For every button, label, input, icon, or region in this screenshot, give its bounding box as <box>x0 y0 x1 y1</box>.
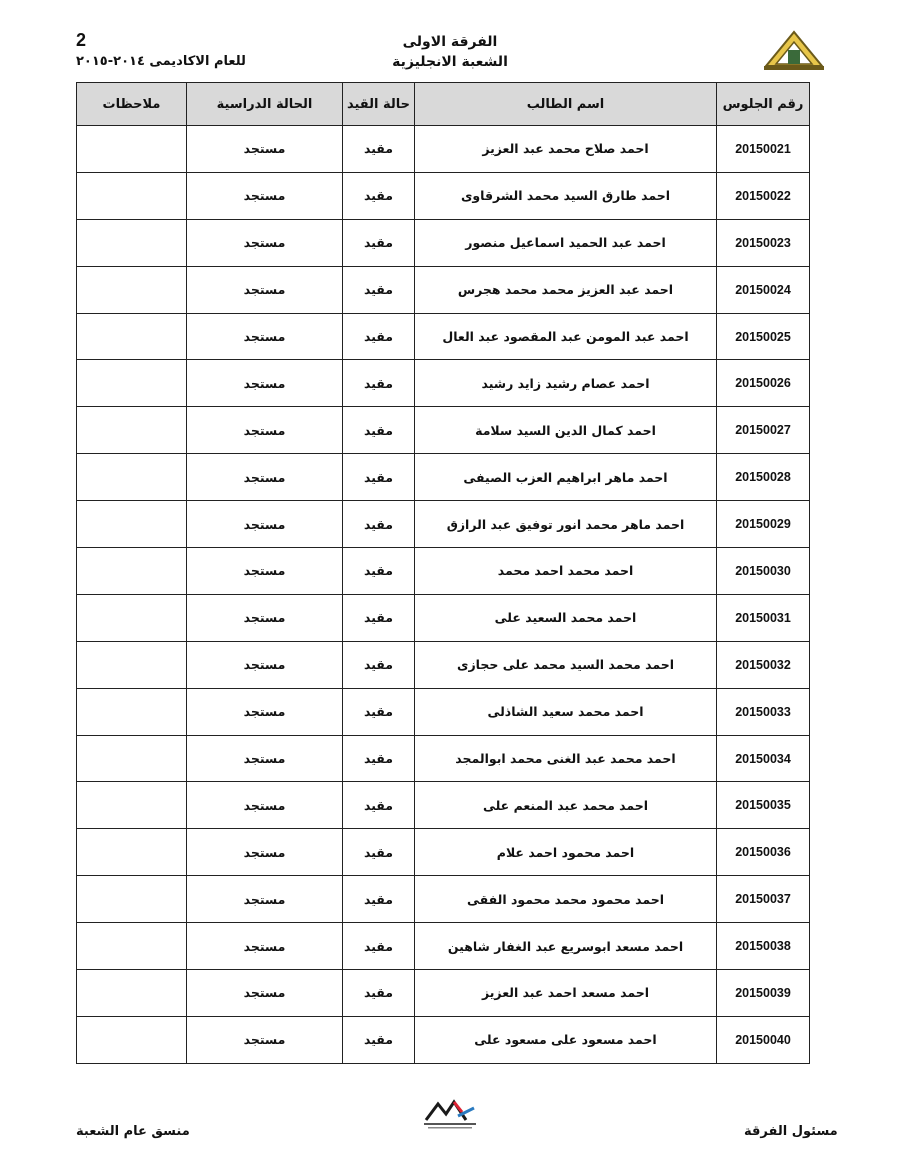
table-row <box>77 501 810 548</box>
student-name-cell: احمد طارق السيد محمد الشرقاوى <box>415 172 717 219</box>
table-row <box>77 313 810 360</box>
seat-number-cell: 20150033 <box>717 688 810 735</box>
document-heading <box>350 32 550 72</box>
student-name-cell: احمد مسعد احمد عبد العزيز <box>415 970 717 1017</box>
table-header-row <box>77 83 810 126</box>
level-title: الفرقة الاولى <box>402 34 498 50</box>
study-status-cell: مستجد <box>187 219 343 266</box>
student-name-cell: احمد صلاح محمد عبد العزيز <box>415 126 717 173</box>
seat-number-cell: 20150027 <box>717 407 810 454</box>
study-status-cell: مستجد <box>187 735 343 782</box>
study-status-cell: مستجد <box>187 548 343 595</box>
student-name-cell: احمد مسعود على مسعود على <box>415 1016 717 1063</box>
seat-number-cell: 20150037 <box>717 876 810 923</box>
notes-cell <box>77 454 187 501</box>
seat-number-cell: 20150034 <box>717 735 810 782</box>
student-name-cell: احمد محمد احمد محمد <box>415 548 717 595</box>
seat-number-cell: 20150023 <box>717 219 810 266</box>
notes-cell <box>77 313 187 360</box>
page-number: 2 <box>76 30 87 50</box>
table-row <box>77 126 810 173</box>
academic-year: للعام الاكاديمى ٢٠١٤-٢٠١٥ <box>76 54 246 69</box>
notes-cell <box>77 501 187 548</box>
student-name-cell: احمد محمد سعيد الشاذلى <box>415 688 717 735</box>
study-status-cell: مستجد <box>187 313 343 360</box>
table-row <box>77 1016 810 1063</box>
notes-cell <box>77 219 187 266</box>
enrollment-status-cell: مقيد <box>343 688 415 735</box>
seat-number-cell: 20150024 <box>717 266 810 313</box>
enrollment-status-cell: مقيد <box>343 782 415 829</box>
student-name-cell: احمد محمد عبد المنعم على <box>415 782 717 829</box>
notes-cell <box>77 641 187 688</box>
university-emblem-icon <box>762 28 826 72</box>
table-row <box>77 641 810 688</box>
notes-cell <box>77 360 187 407</box>
notes-cell <box>77 548 187 595</box>
enrollment-status-cell: مقيد <box>343 1016 415 1063</box>
table-row <box>77 594 810 641</box>
enrollment-status-cell: مقيد <box>343 501 415 548</box>
enrollment-status-cell: مقيد <box>343 970 415 1017</box>
enrollment-status-cell: مقيد <box>343 219 415 266</box>
class-officer-signature-label: مسئول الفرقة <box>744 1124 838 1139</box>
enrollment-status-cell: مقيد <box>343 548 415 595</box>
notes-cell <box>77 1016 187 1063</box>
study-status-cell: مستجد <box>187 923 343 970</box>
enrollment-status-cell: مقيد <box>343 876 415 923</box>
study-status-cell: مستجد <box>187 829 343 876</box>
seat-number-cell: 20150021 <box>717 126 810 173</box>
notes-cell <box>77 735 187 782</box>
study-status-cell: مستجد <box>187 172 343 219</box>
seat-number-cell: 20150032 <box>717 641 810 688</box>
study-status-cell: مستجد <box>187 782 343 829</box>
seat-number-cell: 20150035 <box>717 782 810 829</box>
student-name-cell: احمد عبد الحميد اسماعيل منصور <box>415 219 717 266</box>
column-header-notes: ملاحظات <box>77 83 187 126</box>
enrollment-status-cell: مقيد <box>343 641 415 688</box>
seat-number-cell: 20150030 <box>717 548 810 595</box>
column-header-enrollment-status: حالة القيد <box>343 83 415 126</box>
seat-number-cell: 20150029 <box>717 501 810 548</box>
student-name-cell: احمد محمود محمد محمود الفقى <box>415 876 717 923</box>
department-title: الشعبة الانجليزية <box>392 54 508 70</box>
table-row <box>77 548 810 595</box>
notes-cell <box>77 688 187 735</box>
table-row <box>77 172 810 219</box>
student-name-cell: احمد عصام رشيد زايد رشيد <box>415 360 717 407</box>
study-status-cell: مستجد <box>187 266 343 313</box>
study-status-cell: مستجد <box>187 641 343 688</box>
table-row <box>77 829 810 876</box>
table-row <box>77 782 810 829</box>
column-header-student-name: اسم الطالب <box>415 83 717 126</box>
enrollment-status-cell: مقيد <box>343 172 415 219</box>
table-row <box>77 266 810 313</box>
student-name-cell: احمد محمد السيد محمد على حجازى <box>415 641 717 688</box>
notes-cell <box>77 266 187 313</box>
enrollment-status-cell: مقيد <box>343 829 415 876</box>
enrollment-status-cell: مقيد <box>343 407 415 454</box>
enrollment-status-cell: مقيد <box>343 594 415 641</box>
faculty-logo-icon <box>418 1094 482 1132</box>
table-row <box>77 876 810 923</box>
student-name-cell: احمد عبد العزيز محمد محمد هجرس <box>415 266 717 313</box>
table-row <box>77 970 810 1017</box>
seat-number-cell: 20150022 <box>717 172 810 219</box>
seat-number-cell: 20150026 <box>717 360 810 407</box>
enrollment-status-cell: مقيد <box>343 454 415 501</box>
seat-number-cell: 20150040 <box>717 1016 810 1063</box>
notes-cell <box>77 126 187 173</box>
seat-number-cell: 20150031 <box>717 594 810 641</box>
notes-cell <box>77 876 187 923</box>
enrollment-status-cell: مقيد <box>343 126 415 173</box>
seat-number-cell: 20150039 <box>717 970 810 1017</box>
seat-number-cell: 20150036 <box>717 829 810 876</box>
notes-cell <box>77 782 187 829</box>
notes-cell <box>77 172 187 219</box>
student-name-cell: احمد ماهر ابراهيم العزب الصيفى <box>415 454 717 501</box>
column-header-study-status: الحالة الدراسية <box>187 83 343 126</box>
study-status-cell: مستجد <box>187 126 343 173</box>
student-name-cell: احمد محمود احمد علام <box>415 829 717 876</box>
enrollment-status-cell: مقيد <box>343 923 415 970</box>
student-name-cell: احمد مسعد ابوسريع عبد الغفار شاهين <box>415 923 717 970</box>
study-status-cell: مستجد <box>187 407 343 454</box>
enrollment-status-cell: مقيد <box>343 735 415 782</box>
notes-cell <box>77 970 187 1017</box>
enrollment-status-cell: مقيد <box>343 313 415 360</box>
table-row <box>77 454 810 501</box>
study-status-cell: مستجد <box>187 970 343 1017</box>
student-name-cell: احمد ماهر محمد انور توفيق عبد الرازق <box>415 501 717 548</box>
seat-number-cell: 20150028 <box>717 454 810 501</box>
table-row <box>77 735 810 782</box>
table-row <box>77 219 810 266</box>
study-status-cell: مستجد <box>187 876 343 923</box>
study-status-cell: مستجد <box>187 1016 343 1063</box>
student-name-cell: احمد كمال الدين السيد سلامة <box>415 407 717 454</box>
table-row <box>77 407 810 454</box>
coordinator-signature-label: منسق عام الشعبة <box>76 1124 190 1139</box>
table-row <box>77 923 810 970</box>
enrollment-status-cell: مقيد <box>343 266 415 313</box>
student-name-cell: احمد محمد عبد الغنى محمد ابوالمجد <box>415 735 717 782</box>
notes-cell <box>77 923 187 970</box>
table-row <box>77 688 810 735</box>
notes-cell <box>77 407 187 454</box>
seat-number-cell: 20150038 <box>717 923 810 970</box>
study-status-cell: مستجد <box>187 501 343 548</box>
student-name-cell: احمد محمد السعيد على <box>415 594 717 641</box>
notes-cell <box>77 594 187 641</box>
student-roster-table <box>76 82 810 1064</box>
study-status-cell: مستجد <box>187 594 343 641</box>
study-status-cell: مستجد <box>187 360 343 407</box>
enrollment-status-cell: مقيد <box>343 360 415 407</box>
notes-cell <box>77 829 187 876</box>
study-status-cell: مستجد <box>187 688 343 735</box>
student-name-cell: احمد عبد المومن عبد المقصود عبد العال <box>415 313 717 360</box>
column-header-seat-number: رقم الجلوس <box>717 83 810 126</box>
seat-number-cell: 20150025 <box>717 313 810 360</box>
roster-body <box>77 126 810 1064</box>
study-status-cell: مستجد <box>187 454 343 501</box>
table-row <box>77 360 810 407</box>
